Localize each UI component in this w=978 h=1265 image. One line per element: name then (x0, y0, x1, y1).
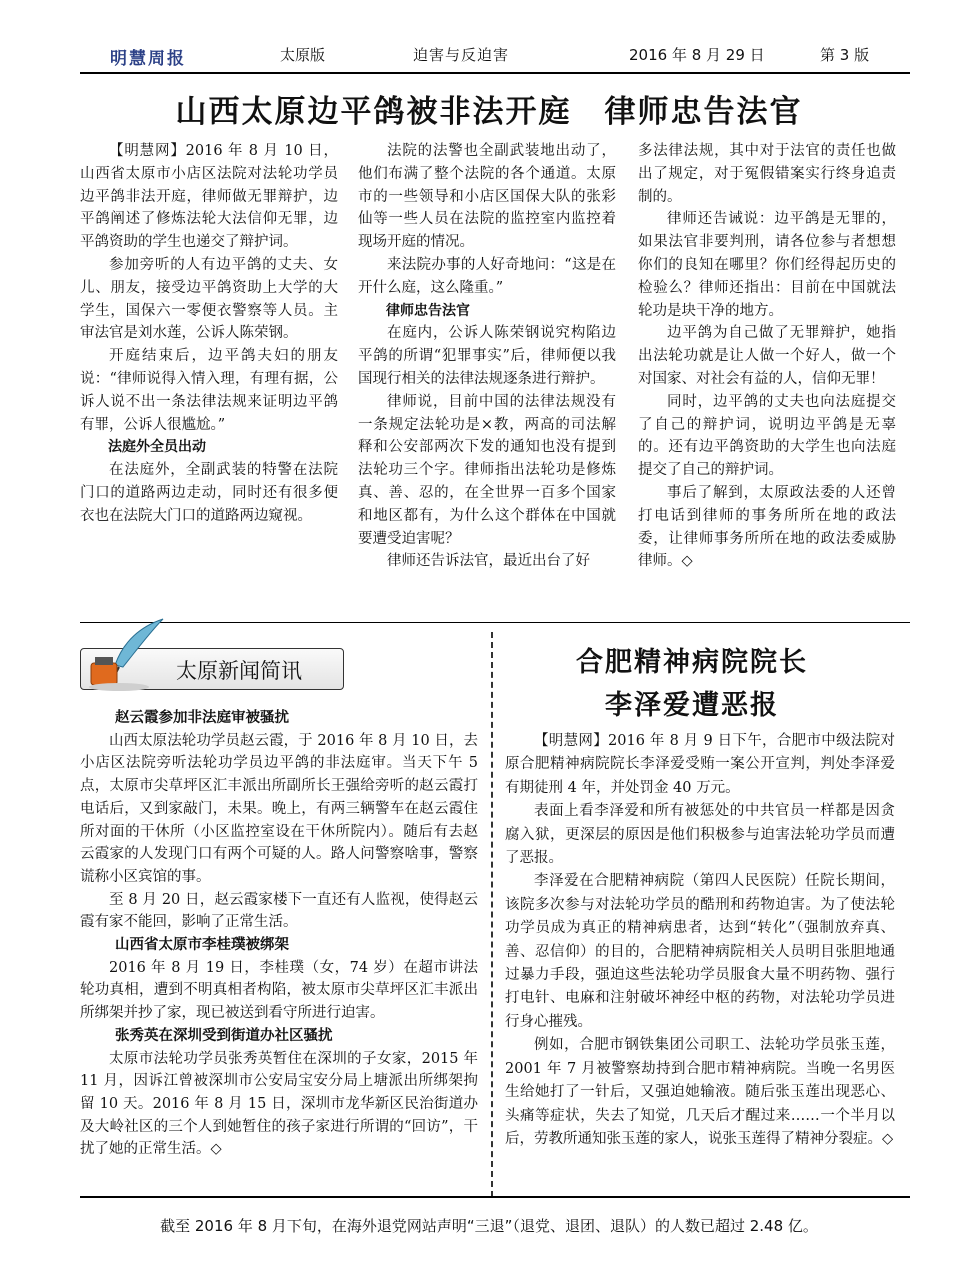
subheading: 山西省太原市李桂璞被绑架 (115, 937, 289, 954)
paragraph: 多法律法规，其中对于法官的责任也做出了规定，对于冤假错案实行终身追责制的。 (638, 143, 896, 205)
paragraph: 2016 年 8 月 19 日，李桂璞（女，74 岁）在超市讲法轮功真相，遭到不明真相者构陷，被太原市尖草坪区汇丰派出所绑架并抄了家，现已被送到看守所进行迫害。 (80, 959, 478, 1022)
section-label: 迫害与反迫害 (413, 46, 510, 64)
paragraph: 山西太原法轮功学员赵云霞，于 2016 年 8 月 10 日，去小店区法院旁听法轮功学员边平鸽的非法庭审。当天下午 5 点，太原市尖草坪区汇丰派出所副所长王强给旁听的赵云霞打电话后，又到家敲门，未果。晚上，有两三辆警车在赵云霞住所对面的干休所（小区监控室设在干休所院内）。随后有去赵云霞家的人发现门口有两个可疑的人。路人问警察啥事，警察谎称小区宾馆的事。 (80, 732, 478, 885)
main-headline: 山西太原边平鸽被非法开庭 律师忠告法官 (175, 94, 803, 130)
right-headline-line1: 合肥精神病院院长 (576, 647, 808, 678)
paragraph: 太原市法轮功学员张秀英暂住在深圳的子女家，2015 年 11 月，因诉江曾被深圳市公安局宝安分局上塘派出所绑架拘留 10 天。2016 年 8 月 15 日，深圳市龙华新区民治街道办及大岭社区的三个人到她暂住的孩子家进行所谓的“回访”，干扰了她的正常生活。◇ (80, 1050, 478, 1158)
article-column-3 (638, 140, 896, 573)
header-rule (80, 72, 910, 74)
page-header (0, 44, 978, 74)
footer-note: 截至 2016 年 8 月下旬，在海外退党网站声明“三退”（退党、退团、退队）的人数已超过 2.48 亿。 (160, 1217, 818, 1235)
paragraph: 在庭内，公诉人陈荣钢说究构陷边平鸽的所谓“犯罪事实”后，律师便以我国现行相关的法律法规逐条进行辩护。 (358, 325, 616, 387)
edition-label: 太原版 (280, 46, 326, 64)
paragraph: 律师还告诫说：边平鸽是无罪的，如果法官非要判刑，请各位参与者想想你们的良知在哪里？你们经得起历史的检验么？律师还指出：目前在中国就法轮功是块干净的地方。 (638, 211, 896, 319)
footer-rule (80, 1196, 910, 1198)
paragraph: 律师说，目前中国的法律法规没有一条规定法轮功是×教，两高的司法解释和公安部两次下发的通知也没有提到法轮功三个字。律师指出法轮功是修炼真、善、忍的，在全世界一百多个国家和地区都有，为什么这个群体在中国就要遭受迫害呢？ (358, 393, 616, 547)
paragraph: 来法院办事的人好奇地问：“这是在开什么庭，这么隆重。” (358, 256, 616, 296)
paragraph: 在法庭外，全副武装的特警在法院门口的道路两边走动，同时还有很多便衣也在法院大门口的道路两边窥视。 (80, 462, 338, 524)
page-number: 第 3 版 (820, 46, 870, 64)
news-brief-box (80, 648, 344, 690)
paragraph: 至 8 月 20 日，赵云霞家楼下一直还有人监视，使得赵云霞有家不能回，影响了正常生活。 (80, 891, 478, 931)
paragraph: 事后了解到，太原政法委的人还曾打电话到律师的事务所所在地的政法委，让律师事务所所在地的政法委威胁律师。◇ (638, 484, 896, 570)
paragraph: 李泽爱在合肥精神病院（第四人民医院）任院长期间，该院多次参与对法轮功学员的酷刑和药物迫害。为了使法轮功学员成为真正的精神病患者，达到“转化”（强制放弃真、善、忍信仰）的目的，合肥精神病院相关人员明目张胆地通过暴力手段，强迫这些法轮功学员服食大量不明药物、强行打电针、电麻和注射破坏神经中枢的药物，对法轮功学员进行身心摧残。 (505, 873, 895, 1030)
paragraph: 法院的法警也全副武装地出动了，他们布满了整个法院的各个通道。太原市的一些领导和小店区国保大队的张彩仙等一些人员在法院的监控室内监控着现场开庭的情况。 (358, 143, 616, 251)
paragraph: 律师还告诉法官，最近出台了好 (387, 553, 590, 570)
subheading: 张秀英在深圳受到街道办社区骚扰 (115, 1027, 333, 1044)
right-article-body (505, 730, 895, 1151)
issue-date: 2016 年 8 月 29 日 (629, 46, 765, 64)
article-column-2 (358, 140, 616, 573)
paragraph: 表面上看李泽爱和所有被惩处的中共官员一样都是因贪腐入狱，更深层的原因是他们积极参与迫害法轮功学员而遭了恶报。 (505, 803, 895, 867)
section-divider (80, 622, 910, 623)
paragraph: 【明慧网】2016 年 8 月 10 日，山西省太原市小店区法院对法轮功学员边平鸽非法开庭，律师做无罪辩护，边平鸽阐述了修炼法轮大法信仰无罪，边平鸽资助的学生也递交了辩护词。 (80, 143, 338, 251)
subheading: 法庭外全员出动 (108, 439, 206, 456)
right-headline-line2: 李泽爱遭恶报 (605, 690, 779, 721)
paragraph: 同时，边平鸽的丈夫也向法庭提交了自己的辩护词，说明边平鸽是无辜的。还有边平鸽资助的大学生也向法庭提交了自己的辩护词。 (638, 393, 896, 479)
article-column-1 (80, 140, 338, 528)
paragraph: 开庭结束后，边平鸽夫妇的朋友说：“律师说得入情入理，有理有据，公诉人说不出一条法律法规来证明边平鸽有罪，公诉人很尴尬。” (80, 348, 338, 433)
paragraph: 【明慧网】2016 年 8 月 9 日下午，合肥市中级法院对原合肥精神病院院长李泽爱受贿一案公开宣判，判处李泽爱有期徒刑 4 年，并处罚金 40 万元。 (505, 733, 895, 796)
subheading: 赵云霞参加非法庭审被骚扰 (115, 710, 289, 726)
quill-ink-icon (85, 617, 165, 693)
paragraph: 边平鸽为自己做了无罪辩护，她指出法轮功就是让人做一个好人，做一个对国家、对社会有益的人，信仰无罪！ (638, 325, 896, 387)
paragraph: 参加旁听的人有边平鸽的丈夫、女儿、朋友，接受边平鸽资助上大学的大学生，国保六一零便衣警察等人员。主审法官是刘水莲，公诉人陈荣钢。 (80, 256, 338, 342)
news-brief-title: 太原新闻简讯 (176, 659, 302, 683)
brand-name: 明慧周报 (110, 49, 186, 69)
subheading: 律师忠告法官 (386, 302, 470, 319)
paragraph: 例如，合肥市钢铁集团公司职工、法轮功学员张玉莲，2001 年 7 月被警察劫持到合肥市精神病院。当晚一名男医生给她打了一针后，又强迫她输液。随后张玉莲出现恶心、头痛等症状，失去了知觉，几天后才醒过来……一个半月以后，劳教所通知张玉莲的家人，说张玉莲得了精神分裂症。◇ (505, 1037, 895, 1147)
news-brief-body (80, 707, 478, 1161)
